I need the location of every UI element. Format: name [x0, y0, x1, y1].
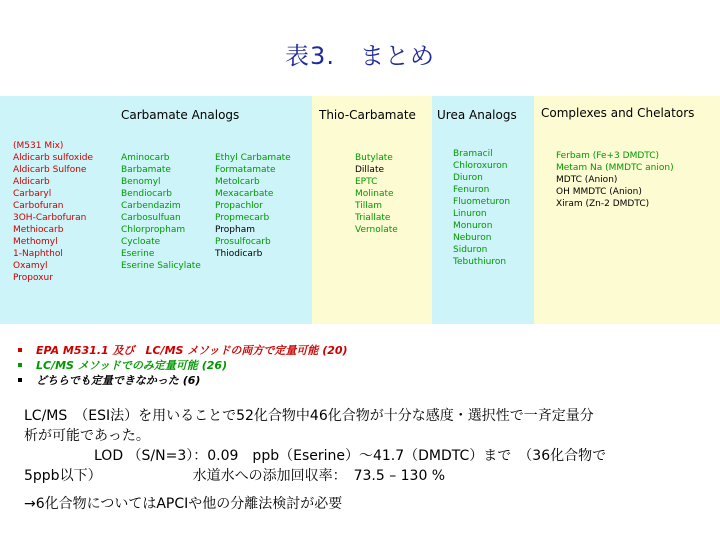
summary-line-4: 5ppb以下） 水道水への添加回収率： 73.5 – 130 % — [24, 468, 446, 484]
complexes-panel — [534, 96, 720, 324]
compound-item: Propmecarb — [215, 213, 270, 223]
compound-item: Thiodicarb — [215, 249, 263, 259]
urea-header: Urea Analogs — [437, 108, 517, 122]
compound-item: Formatamate — [215, 165, 276, 175]
compound-item: Siduron — [453, 245, 488, 255]
compound-item: Chlorpropham — [121, 225, 186, 235]
compound-item: Bendiocarb — [121, 189, 173, 199]
compound-item: EPTC — [355, 177, 378, 187]
compound-item: Cycloate — [121, 237, 161, 247]
thio-carbamate-header: Thio-Carbamate — [319, 108, 416, 122]
compound-item: Propoxur — [13, 273, 53, 283]
compound-item: Linuron — [453, 209, 487, 219]
carbamate-list-3 — [215, 152, 291, 260]
summary-line-5: →6化合物についてはAPCIや他の分離法検討が必要 — [24, 496, 343, 512]
compound-item: Dillate — [355, 165, 385, 175]
compound-item: Prosulfocarb — [215, 237, 271, 247]
compound-item: Fenuron — [453, 185, 490, 195]
compound-item: Propham — [215, 225, 255, 235]
compound-item: Mexacarbate — [215, 189, 274, 199]
legend-label: EPA M531.1 及び LC/MS メソッドの両方で定量可能 (20) — [36, 344, 348, 357]
compound-item: Butylate — [355, 153, 393, 163]
compound-item: Oxamyl — [13, 261, 48, 271]
compound-item: Triallate — [355, 213, 391, 223]
compound-item: Fluometuron — [453, 197, 511, 207]
compound-item: Methiocarb — [13, 225, 64, 235]
bullet-icon — [18, 378, 22, 382]
summary-line-3: LOD （S/N=3）：0.09 ppb（Eserine）～41.7（DMDTC）まで （36化合物で — [24, 448, 607, 464]
compound-item: Tillam — [355, 201, 383, 211]
urea-list — [453, 148, 510, 268]
compound-item: Metam Na (MMDTC anion) — [556, 163, 674, 173]
summary-line-2: 析が可能であった。 — [24, 428, 150, 444]
compound-item: Carbendazim — [121, 201, 181, 211]
compound-item: Carbosulfuan — [121, 213, 181, 223]
carbamate-list-2 — [121, 152, 201, 272]
compound-item: Monuron — [453, 221, 493, 231]
compound-item: Ethyl Carbamate — [215, 153, 291, 163]
compound-item: Aminocarb — [121, 153, 170, 163]
carbamate-header: Carbamate Analogs — [121, 108, 240, 122]
complexes-list — [556, 150, 674, 210]
compound-item: Aldicarb Sulfone — [13, 165, 87, 175]
bullet-icon — [18, 348, 22, 352]
summary — [24, 406, 704, 514]
compound-item: MDTC (Anion) — [556, 175, 618, 185]
summary-line-1: LC/MS （ESI法）を用いることで52化合物中46化合物が十分な感度・選択性で一斉定量分 — [24, 408, 594, 424]
compound-item: Eserine — [121, 249, 155, 259]
compound-item: Eserine Salicylate — [121, 261, 201, 271]
legend-label: LC/MS メソッドでのみ定量可能 (26) — [36, 359, 228, 372]
compound-item: Propachlor — [215, 201, 263, 211]
compound-item: OH MMDTC (Anion) — [556, 187, 642, 197]
legend-label: どちらでも定量できなかった (6) — [36, 374, 201, 387]
compound-item: Carbaryl — [13, 189, 52, 199]
compound-item: Tebuthiuron — [453, 257, 507, 267]
compound-item: 3OH-Carbofuran — [13, 213, 87, 223]
carbamate-list-1 — [13, 140, 93, 284]
compound-item: Chloroxuron — [453, 161, 508, 171]
compound-item: Xiram (Zn-2 DMDTC) — [556, 199, 650, 209]
compound-item: Vernolate — [355, 225, 398, 235]
slide-title: 表3. まとめ — [285, 42, 435, 70]
compound-item: Aldicarb sulfoxide — [13, 153, 93, 163]
compound-item: Neburon — [453, 233, 492, 243]
compound-item: Metolcarb — [215, 177, 260, 187]
complexes-header: Complexes and Chelators — [541, 106, 695, 120]
compound-item: Barbamate — [121, 165, 171, 175]
compound-item: Aldicarb — [13, 177, 50, 187]
compound-item: Ferbam (Fe+3 DMDTC) — [556, 151, 660, 161]
compound-item: (M531 Mix) — [13, 141, 64, 151]
compound-item: Diuron — [453, 173, 483, 183]
compound-item: Methomyl — [13, 237, 58, 247]
compound-item: 1-Naphthol — [13, 249, 63, 259]
thio-carbamate-list — [355, 152, 398, 236]
compound-item: Bramacil — [453, 149, 493, 159]
bullet-icon — [18, 363, 22, 367]
compound-item: Carbofuran — [13, 201, 64, 211]
compound-item: Benomyl — [121, 177, 161, 187]
compound-item: Molinate — [355, 189, 394, 199]
